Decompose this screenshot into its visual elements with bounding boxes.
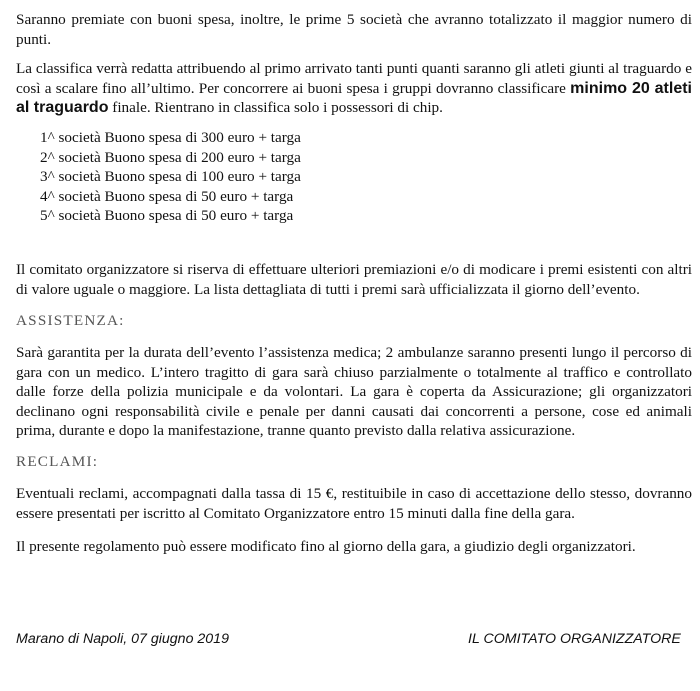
closing-paragraph: Il presente regolamento può essere modificato fino al giorno della gara, a giudizio degli organizzatori. [16, 538, 636, 555]
prize-item-5: 5^ società Buono spesa di 50 euro + targa [40, 207, 294, 225]
place-date: Marano di Napoli, 07 giugno 2019 [16, 631, 229, 647]
ranking-bold-requirement: minimo 20 atleti al traguardo [16, 79, 692, 117]
intro-paragraph: Saranno premiate con buoni spesa, inoltre, le prime 5 società che avranno totalizzato il maggior numero di punti. [16, 11, 692, 48]
footer [16, 631, 692, 651]
ranking-paragraph [16, 59, 692, 118]
assistenza-paragraph: Sarà garantita per la durata dell’evento l’assistenza medica; 2 ambulanze saranno presenti lungo il percorso di gara con un medico. L’intero tragitto di gara sarà chiuso parzialmente o totalmente al traffico e controllato dalle forze della polizia municipale e da volontari. La gara è coperta da Assicurazione; gli organizzatori declinano ogni responsabilità civile e penale per danni causati dai concorrenti a persone, cose ed animali prima, durante e dopo la manifestazione, tranne quanto previsto dalla relativa assicurazione. [16, 344, 692, 440]
prize-list [40, 128, 301, 226]
ranking-text-after: finale. Rientrano in classifica solo i possessori di chip. [108, 99, 443, 117]
prize-item-4: 4^ società Buono spesa di 50 euro + targa [40, 187, 294, 205]
ranking-text-before: La classifica verrà redatta attribuendo al primo arrivato tanti punti quanti saranno gli atleti giunti al traguardo e così a scalare fino all’ultimo. Per concorrere ai buoni spesa i gruppi dovranno classificare [16, 60, 692, 97]
prize-item-3: 3^ società Buono spesa di 100 euro + targa [40, 168, 301, 186]
signature: IL COMITATO ORGANIZZATORE [468, 631, 681, 647]
assistenza-heading: ASSISTENZA: [16, 312, 125, 329]
prize-item-1: 1^ società Buono spesa di 300 euro + targa [40, 129, 301, 146]
committee-note-paragraph: Il comitato organizzatore si riserva di effettuare ulteriori premiazioni e/o di modicare i premi esistenti con altri di valore uguale o maggiore. La lista dettagliata di tutti i premi sarà ufficializzata il giorno dell’evento. [16, 261, 692, 298]
prize-item-2: 2^ società Buono spesa di 200 euro + targa [40, 148, 301, 166]
reclami-paragraph: Eventuali reclami, accompagnati dalla tassa di 15 €, restituibile in caso di accettazione dello stesso, dovranno essere presentati per iscritto al Comitato Organizzatore entro 15 minuti dalla fine della gara. [16, 485, 692, 522]
reclami-heading: RECLAMI: [16, 453, 99, 470]
